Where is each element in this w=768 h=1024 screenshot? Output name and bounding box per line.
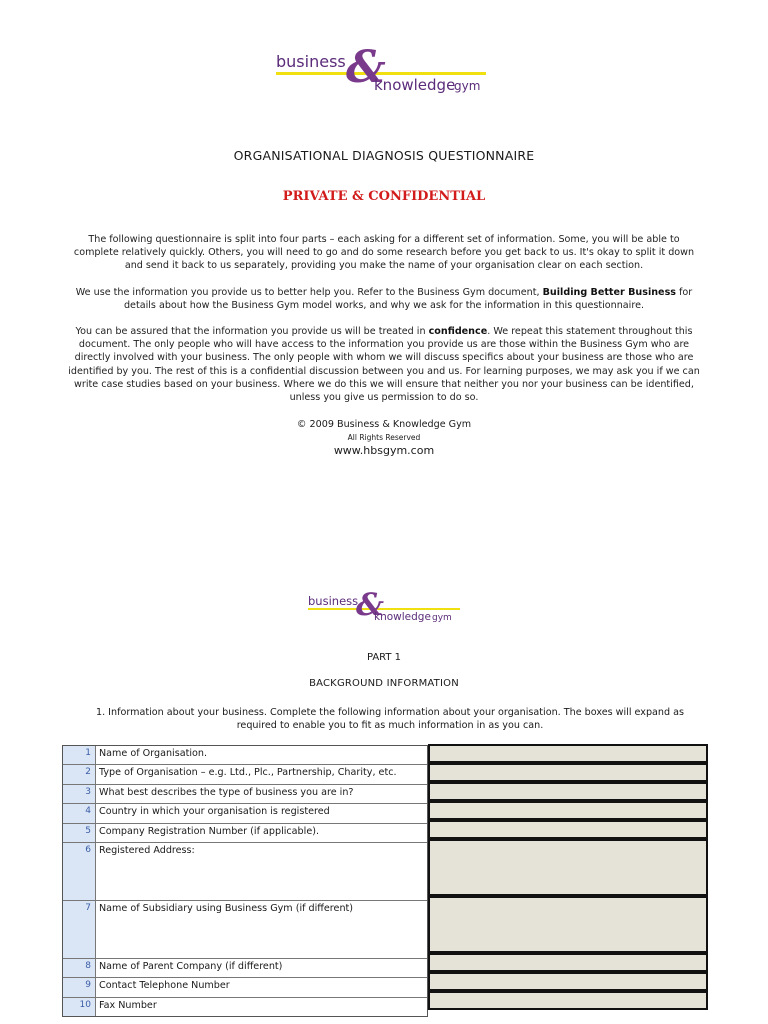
answer-field-registered-address[interactable] [428,839,708,896]
section-instruction: 1. Information about your business. Complete the following information about your organisation. The boxes will expand as required to enable you to fit as much information in as you can. [95,707,685,731]
question-number: 7 [63,901,96,958]
confidential-heading: PRIVATE & CONFIDENTIAL [282,189,486,204]
question-row [63,765,427,785]
intro-paragraph-2 [66,286,702,312]
logo-word-gym: gym [454,79,481,93]
logo-word-business: business [276,52,346,71]
question-number: 6 [63,843,96,900]
logo-ampersand: & [356,587,384,623]
intro-paragraph-1: The following questionnaire is split into four parts – each asking for a different set of information. Some, you will be able to complete relatively quickly. Others, you will need to go and do some research before you get back to us. It's okay to split it down and send it back to us separately, providing you make the name of your organisation clear on each section. [73,234,695,272]
question-row [63,746,427,765]
question-label: Contact Telephone Number [99,980,230,991]
questions-table [62,745,428,1017]
answer-fields [428,744,708,1010]
question-row [63,998,427,1016]
part-label: PART 1 [366,652,402,663]
logo-word-business: business [308,594,359,608]
building-better-business-doc: Building Better Business [542,287,676,298]
question-label: Company Registration Number (if applicable). [99,826,320,837]
answer-field-subsidiary-name[interactable] [428,896,708,953]
logo-word-gym: gym [432,613,452,623]
logo-word-knowledge: knowledge [374,611,431,623]
question-row [63,804,427,824]
answer-field-registration-number[interactable] [428,820,708,839]
answer-field-parent-company[interactable] [428,953,708,972]
question-number: 8 [63,959,96,977]
question-label: Fax Number [99,1000,157,1011]
answer-field-telephone[interactable] [428,972,708,991]
question-number: 5 [63,824,96,842]
all-rights-reserved: All Rights Reserved [347,433,421,442]
question-number: 9 [63,978,96,997]
question-row [63,959,427,978]
document-title: ORGANISATIONAL DIAGNOSIS QUESTIONNAIRE [233,148,535,163]
question-label: What best describes the type of business you are in? [99,787,354,798]
question-number: 3 [63,785,96,803]
intro-paragraph-2-start: We use the information you provide us to better help you. Refer to the Business Gym document, [75,287,543,298]
question-row [63,843,427,901]
logo-yellow-bar [308,608,460,610]
intro-paragraph-2-end: for details about how the Business Gym model works, and why we ask for the information in this questionnaire. [123,287,693,312]
question-row [63,824,427,843]
question-number: 4 [63,804,96,823]
website-link[interactable]: www.hbsgym.com [333,444,435,457]
logo-ampersand: & [346,42,386,93]
question-row [63,978,427,998]
answer-field-business-type[interactable] [428,782,708,801]
logo-word-knowledge: knowledge [374,76,456,94]
question-label: Type of Organisation – e.g. Ltd., Plc., Partnership, Charity, etc. [99,767,397,778]
answer-field-organisation-type[interactable] [428,763,708,782]
copyright-line: © 2009 Business & Knowledge Gym [296,419,472,430]
answer-field-organisation-name[interactable] [428,744,708,763]
business-knowledge-gym-logo [276,42,496,98]
question-label: Country in which your organisation is registered [99,806,330,817]
question-row [63,901,427,959]
intro-paragraph-3-start: You can be assured that the information you provide us will be treated in [75,326,429,337]
question-number: 1 [63,746,96,764]
intro-paragraph-3 [66,325,702,404]
question-number: 10 [63,998,96,1016]
question-row [63,785,427,804]
answer-field-country[interactable] [428,801,708,820]
confidence-word: confidence [428,326,488,337]
question-number: 2 [63,765,96,784]
question-label: Name of Subsidiary using Business Gym (if different) [99,903,354,914]
question-label: Name of Parent Company (if different) [99,961,283,972]
answer-field-fax[interactable] [428,991,708,1010]
intro-paragraph-3-end: . We repeat this statement throughout this document. The only people who will have access to the information you provide us are those within the Business Gym who are directly involved with your business. The only people with whom we will discuss specifics about your business are those who are identified by you. The rest of this is a confidential discussion between you and us. For learning purposes, we may ask you if we can write case studies based on your business. Where we do this we will ensure that neither you nor your business can be identified, unless you give us permission to do so. [68,326,700,404]
question-label: Name of Organisation. [99,748,207,759]
question-label: Registered Address: [99,845,195,856]
business-knowledge-gym-logo-small [308,587,468,628]
section-heading: BACKGROUND INFORMATION [309,678,459,689]
